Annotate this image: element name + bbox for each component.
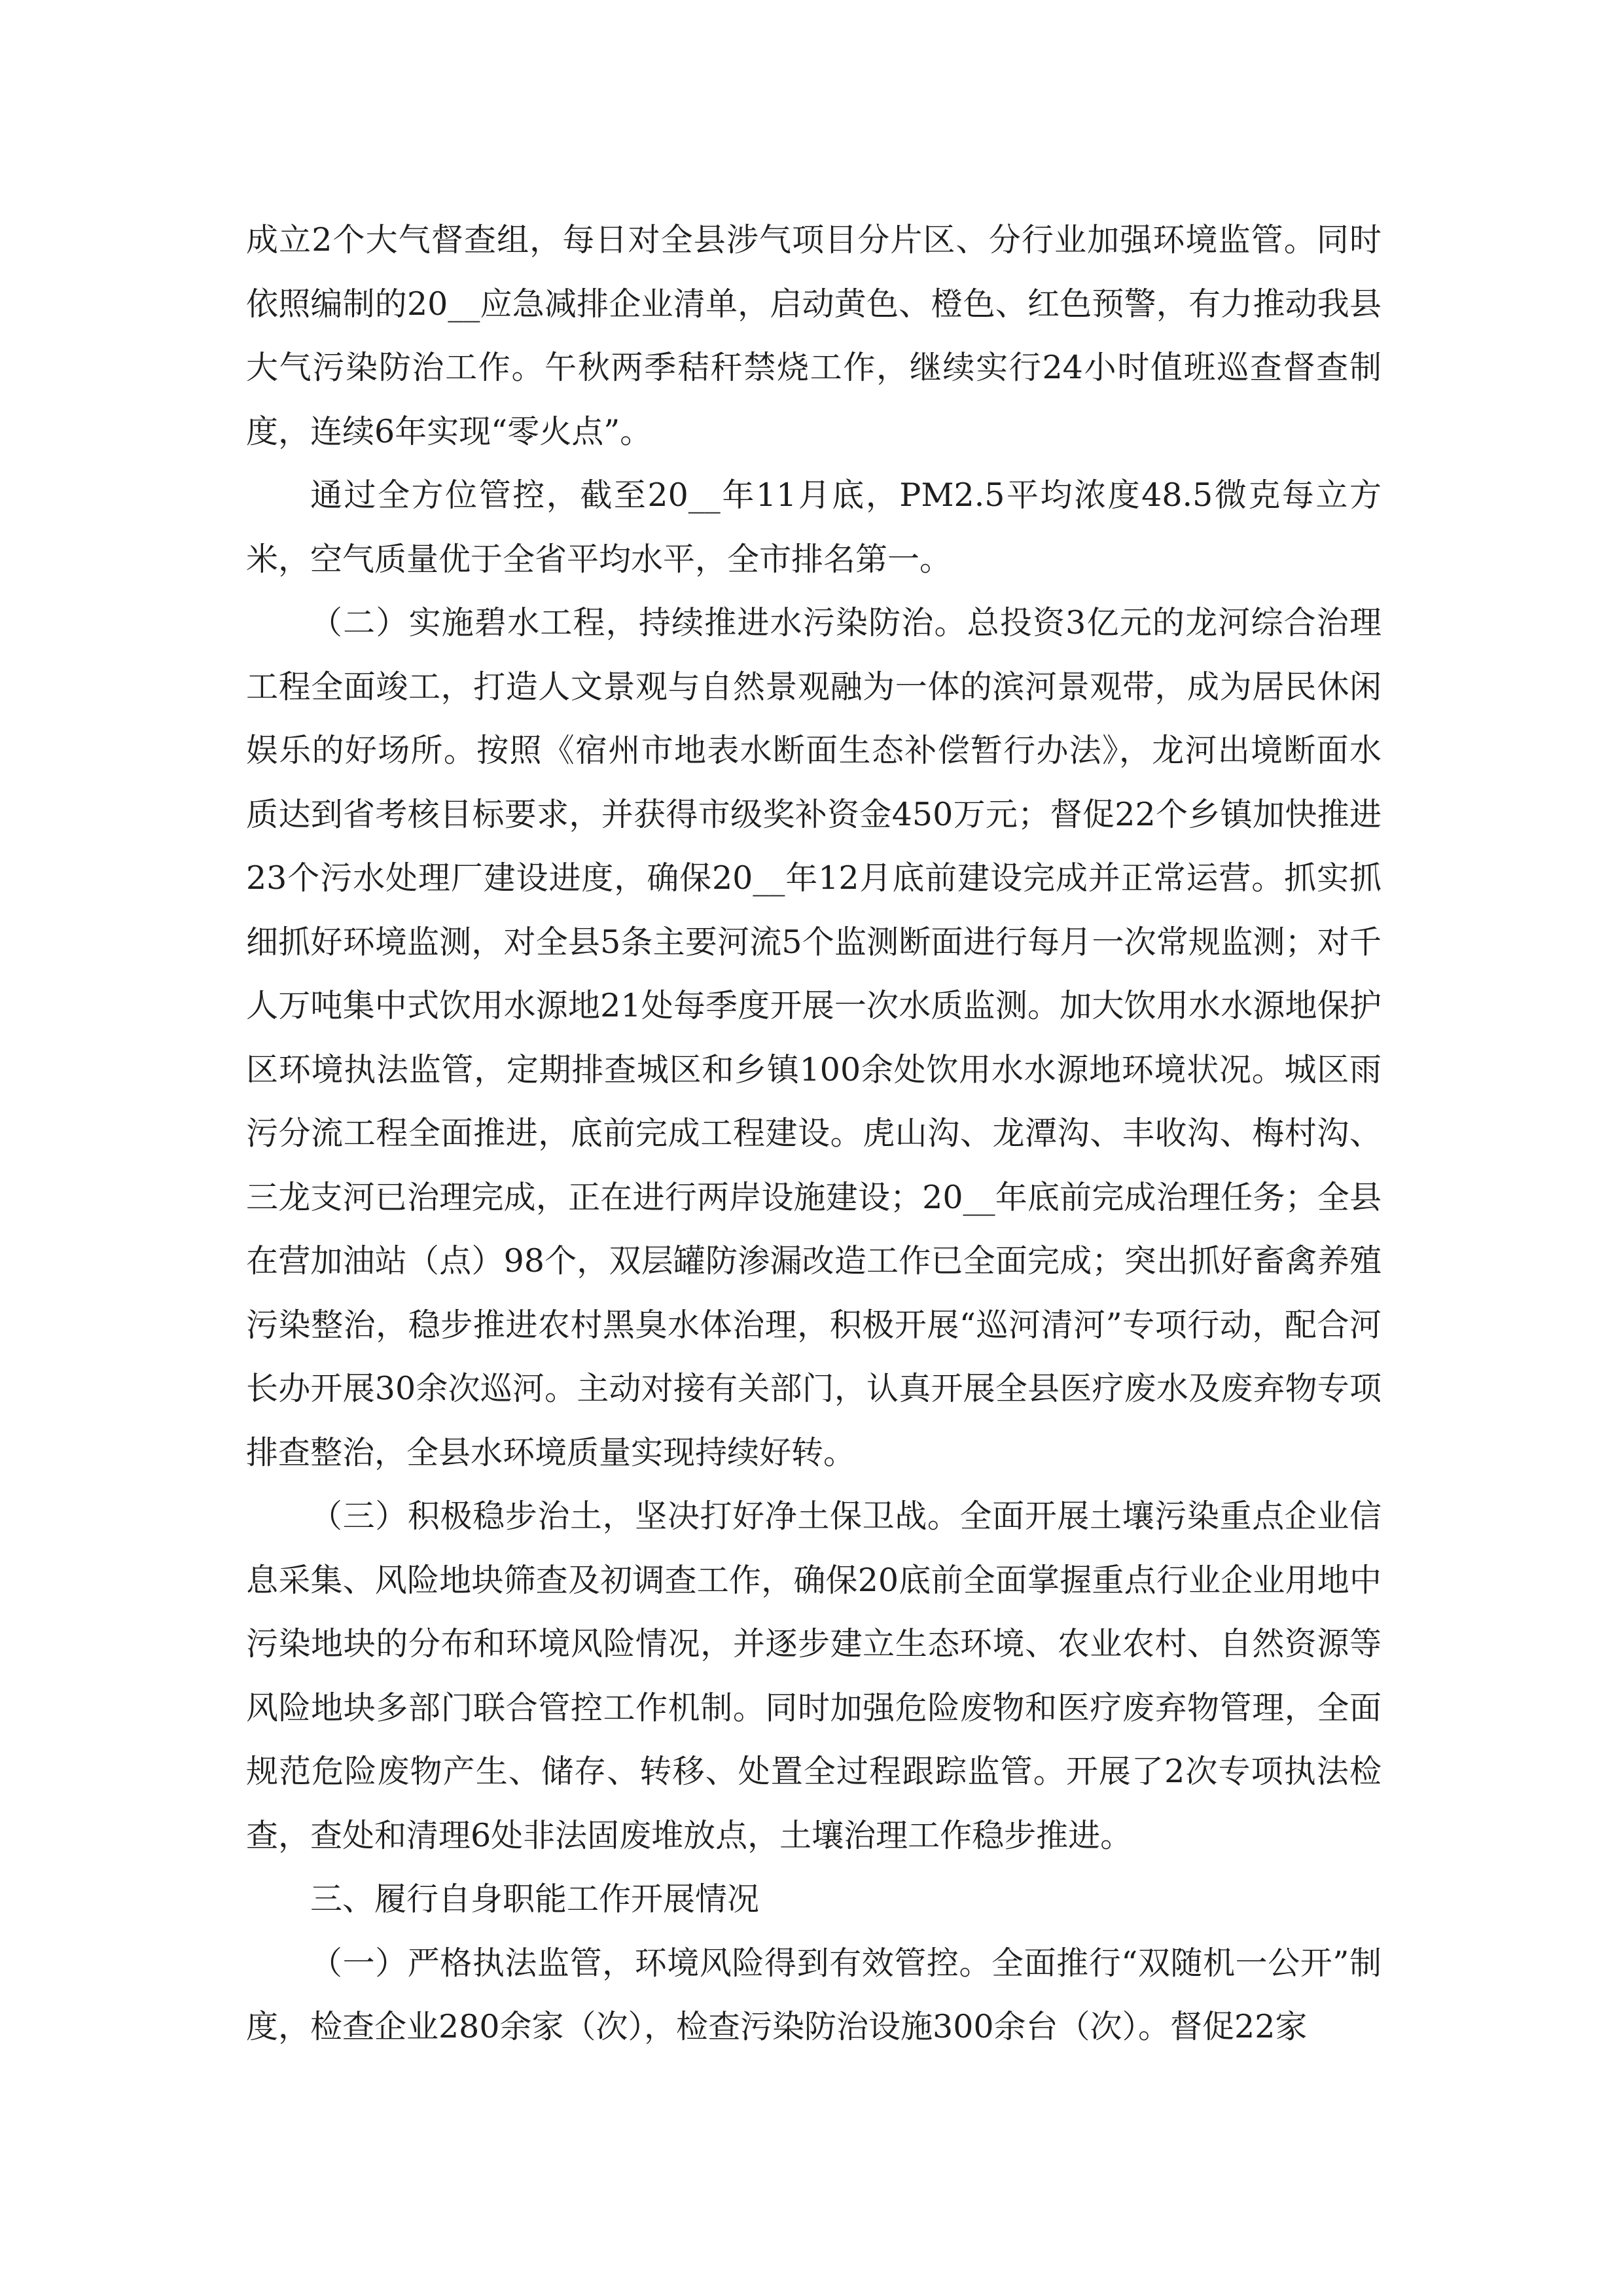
- paragraph-air-supervision: 成立2个大气督查组，每日对全县涉气项目分片区、分行业加强环境监管。同时依照编制的20__应急减排企业清单，启动黄色、橙色、红色预警，有力推动我县大气污染防治工作。午秋两季秸秆禁烧工作，继续实行24小时值班巡查督查制度，连续6年实现“零火点”。: [246, 221, 1382, 450]
- section-heading-duties: 三、履行自身职能工作开展情况: [310, 1880, 760, 1918]
- document-body: [246, 208, 1382, 2059]
- paragraph-water-pollution: （二）实施碧水工程，持续推进水污染防治。总投资3亿元的龙河综合治理工程全面竣工，打造人文景观与自然景观融为一体的滨河景观带，成为居民休闲娱乐的好场所。按照《宿州市地表水断面生态补偿暂行办法》，龙河出境断面水质达到省考核目标要求，并获得市级奖补资金450万元；督促22个乡镇加快推进23个污水处理厂建设进度，确保20__年12月底前建设完成并正常运营。抓实抓细抓好环境监测，对全县5条主要河流5个监测断面进行每月一次常规监测；对千人万吨集中式饮用水源地21处每季度开展一次水质监测。加大饮用水水源地保护区环境执法监管，定期排查城区和乡镇100余处饮用水水源地环境状况。城区雨污分流工程全面推进，底前完成工程建设。虎山沟、龙潭沟、丰收沟、梅村沟、三龙支河已治理完成，正在进行两岸设施建设；20__年底前完成治理任务；全县在营加油站（点）98个，双层罐防渗漏改造工作已全面完成；突出抓好畜禽养殖污染整治，稳步推进农村黑臭水体治理，积极开展“巡河清河”专项行动，配合河长办开展30余次巡河。主动对接有关部门，认真开展全县医疗废水及废弃物专项排查整治，全县水环境质量实现持续好转。: [246, 604, 1382, 1471]
- paragraph-pm25-result: 通过全方位管控，截至20__年11月底，PM2.5平均浓度48.5微克每立方米，空气质量优于全省平均水平，全市排名第一。: [246, 476, 1382, 578]
- paragraph-law-enforcement: （一）严格执法监管，环境风险得到有效管控。全面推行“双随机一公开”制度，检查企业280余家（次），检查污染防治设施300余台（次）。督促22家: [246, 1944, 1382, 2045]
- paragraph-soil-pollution: （三）积极稳步治土，坚决打好净土保卫战。全面开展土壤污染重点企业信息采集、风险地块筛查及初调查工作，确保20底前全面掌握重点行业企业用地中污染地块的分布和环境风险情况，并逐步建立生态环境、农业农村、自然资源等风险地块多部门联合管控工作机制。同时加强危险废物和医疗废弃物管理，全面规范危险废物产生、储存、转移、处置全过程跟踪监管。开展了2次专项执法检查，查处和清理6处非法固废堆放点，土壤治理工作稳步推进。: [246, 1498, 1382, 1854]
